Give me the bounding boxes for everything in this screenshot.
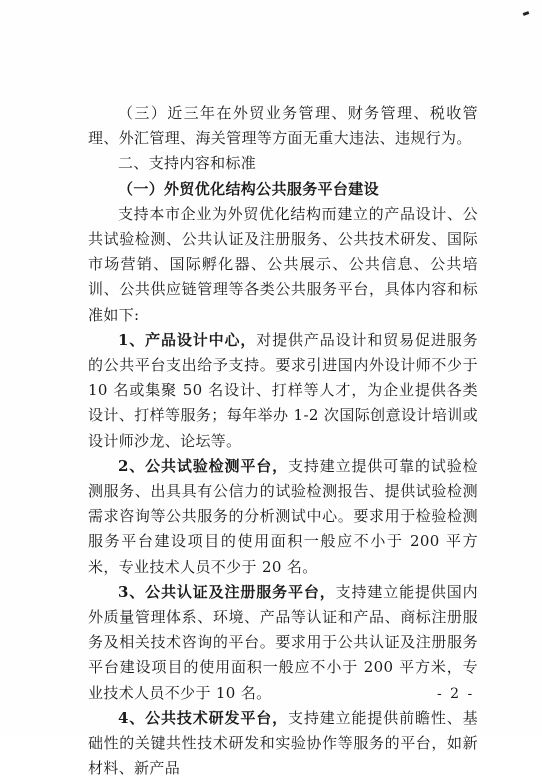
item-1-lead: 1、产品设计中心，	[118, 330, 257, 349]
document-body	[88, 101, 478, 781]
item-3-text: 支持建立能提供国内外质量管理体系、环境、产品等认证和产品、商标注册服务及相关技术咨询的平台。要求用于公共认证及注册服务平台建设项目的使用面积一般应不小于 200 平方米，专业技术人员不少于 10 名。	[88, 582, 479, 702]
paragraph-compliance: （三）近三年在外贸业务管理、财务管理、税收管理、外汇管理、海关管理等方面无重大违法、违规行为。	[88, 104, 478, 148]
paragraph-intro: 支持本市企业为外贸优化结构而建立的产品设计、公共试验检测、公共认证及注册服务、公共技术研发、国际市场营销、国际孵化器、公共展示、公共信息、公共培训、公共供应链管理等各类公共服务平台，具体内容和标准如下:	[88, 204, 478, 324]
item-4-text: 支持建立能提供前瞻性、基础性的关键共性技术研发和实验协作等服务的平台，如新材料、新产品	[88, 708, 478, 778]
page-number: - 2 -	[437, 686, 475, 702]
paragraph-item-4	[88, 706, 478, 781]
paragraph-item-2	[88, 454, 478, 580]
item-2-lead: 2、公共试验检测平台，	[118, 456, 289, 475]
scan-mark	[523, 11, 530, 16]
item-3-lead: 3、公共认证及注册服务平台，	[118, 582, 336, 601]
paragraph-item-1	[88, 328, 478, 454]
item-2-text: 支持建立提供可靠的试验检测服务、出具具有公信力的试验检测报告、提供试验检测需求咨询等公共服务的分析测试中心。要求用于检验检测服务平台建设项目的使用面积一般应不小于 200 平方米，专业技术人员不少于 20 名。	[88, 456, 478, 576]
section-heading-support: 二、支持内容和标准	[118, 154, 257, 173]
item-4-lead: 4、公共技术研发平台，	[118, 708, 289, 727]
item-1-text: 对提供产品设计和贸易促进服务的公共平台支出给予支持。要求引进国内外设计师不少于 10 名或集聚 50 名设计、打样等人才，为企业提供各类设计、打样等服务；每年举办 1-2 次国际创意设计培训或设计师沙龙、论坛等。	[88, 330, 478, 450]
paragraph-item-3	[88, 580, 478, 706]
subsection-heading-platform: （一）外贸优化结构公共服务平台建设	[118, 179, 379, 198]
